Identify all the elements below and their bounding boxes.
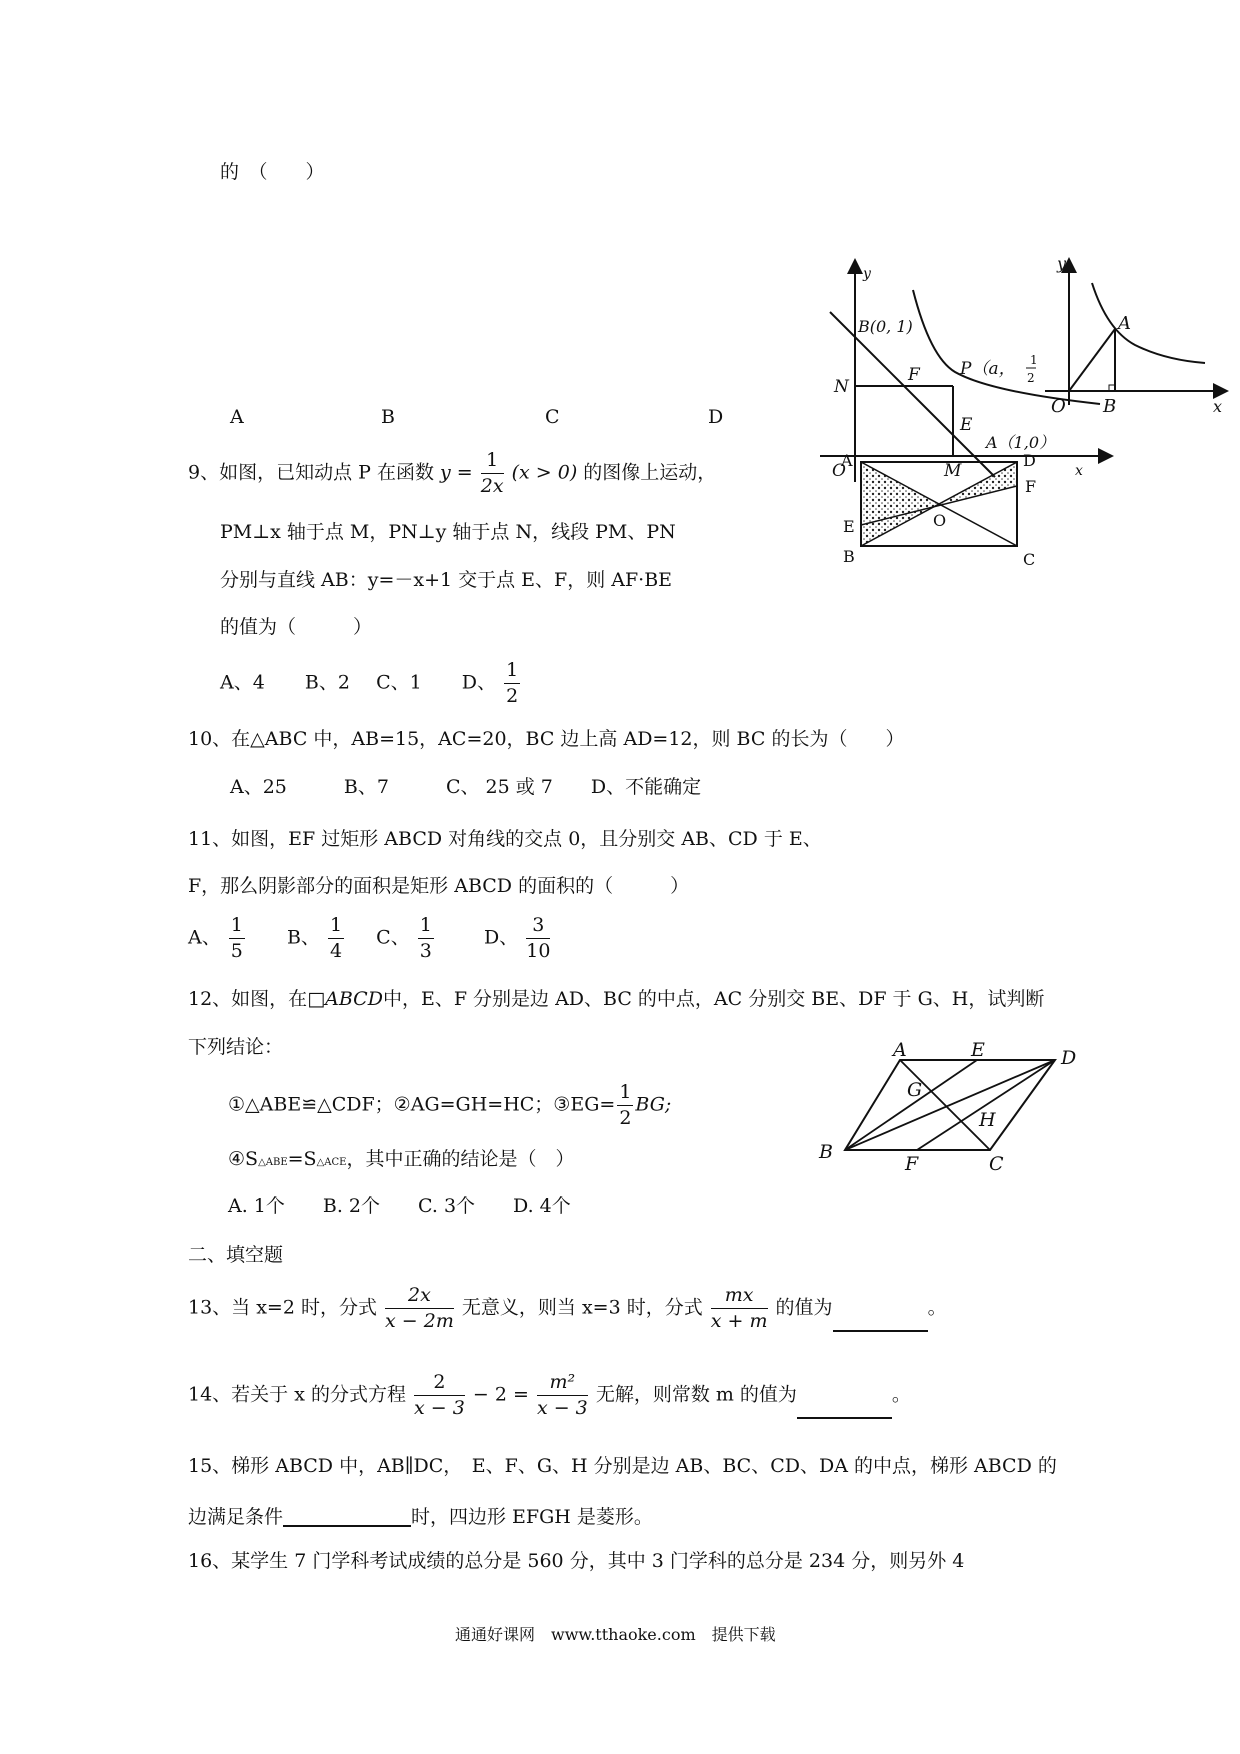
q13-f1-n: 2x <box>385 1285 454 1309</box>
fig11-label-o: O <box>933 511 947 530</box>
fig9-label-y: y <box>863 266 871 282</box>
q11-option-a-n: 1 <box>229 915 245 939</box>
q12-line1 <box>188 990 1044 1009</box>
fig12-label-c: C <box>989 1153 1004 1175</box>
q13-f2-d: x + m <box>710 1309 768 1332</box>
q15-line2 <box>188 1505 653 1527</box>
fig12-label-g: G <box>907 1079 923 1101</box>
q13-end: 。 <box>927 1296 947 1319</box>
fig11-label-f: F <box>1025 477 1037 496</box>
q12-options: A. 1个 B. 2个 C. 3个 D. 4个 <box>228 1195 571 1217</box>
q14-f2-n: m² <box>537 1372 588 1396</box>
fig9-label-n: N <box>834 377 849 397</box>
q8-option-d: D <box>708 406 724 428</box>
q11-option-d-d: 10 <box>526 939 551 962</box>
q12-line3-tail: BG; <box>635 1093 672 1116</box>
q12-line2: 下列结论： <box>188 1036 284 1058</box>
fig9b-label-y: y <box>1057 254 1067 273</box>
q11-option-c-label: C、 <box>376 926 410 949</box>
fig9b-label-b: B <box>1103 396 1117 417</box>
q11-option-a-label: A、 <box>188 926 221 949</box>
q9-line2: PM⊥x 轴于点 M，PN⊥y 轴于点 N，线段 PM、PN <box>220 521 676 543</box>
q9-option-d: D、 <box>461 671 497 694</box>
q12-line1-tail: 中，E、F 分别是边 AD、BC 的中点，AC 分别交 BE、DF 于 G、H，试判断 <box>382 988 1045 1010</box>
q14-answer-blank[interactable] <box>797 1397 892 1419</box>
q12-line1-head: 12、如图，在 <box>188 988 308 1010</box>
q12-line3-fraction <box>617 1082 633 1129</box>
q9-formula-condition: (x > 0) <box>511 461 578 484</box>
fig9-label-b: B(0, 1) <box>858 317 913 336</box>
q13-text-b: 无意义，则当 x=3 时，分式 <box>461 1296 703 1319</box>
q9-line1-tail: 的图像上运动， <box>583 461 717 484</box>
q14-text-a: 14、若关于 x 的分式方程 <box>188 1383 406 1406</box>
q11-option-d-n: 3 <box>526 915 550 939</box>
q9-frac-denominator: 2x <box>480 474 504 497</box>
q13-fraction-2 <box>711 1285 768 1332</box>
q9-options <box>220 660 522 707</box>
q12-line3-n: 1 <box>617 1082 633 1106</box>
fig12-label-d: D <box>1061 1047 1077 1069</box>
q9-option-d-fraction <box>504 660 520 707</box>
q12-parallelogram-symbol: □ABCD <box>307 988 383 1010</box>
fig12-label-e: E <box>971 1039 985 1061</box>
fig11-label-b: B <box>843 547 855 566</box>
q11-option-c-d: 3 <box>419 939 432 962</box>
q9-line1 <box>188 450 716 497</box>
q9-option-b: B、2 <box>304 671 350 694</box>
q14-f1-n: 2 <box>414 1372 465 1396</box>
fig9b-label-o: O <box>1051 396 1066 417</box>
q11-option-c-fraction <box>418 915 434 962</box>
q13-text-a: 13、当 x=2 时，分式 <box>188 1296 377 1319</box>
q15-line1: 15、梯形 ABCD 中，AB∥DC， E、F、G、H 分别是边 AB、BC、CD、DA 的中点，梯形 ABCD 的 <box>188 1455 1057 1477</box>
fig9b-label-x: x <box>1213 397 1223 416</box>
fig12-label-h: H <box>979 1109 996 1131</box>
q12-line3 <box>228 1082 671 1129</box>
q11-option-d-label: D、 <box>483 926 519 949</box>
q11-option-c-n: 1 <box>418 915 434 939</box>
q14-mid: − 2 = <box>472 1383 529 1406</box>
q8-option-b: B <box>381 406 395 428</box>
q15-answer-blank[interactable] <box>283 1505 411 1527</box>
q12-line4-sub2: △ACE <box>316 1157 347 1168</box>
fig11-label-d: D <box>1023 451 1036 470</box>
fig9-label-p: P（a， <box>960 359 1016 379</box>
fig9-label-f: F <box>908 365 920 385</box>
q11-line1: 11、如图，EF 过矩形 ABCD 对角线的交点 0，且分别交 AB、CD 于 E、 <box>188 828 822 850</box>
q8-tail: 的 （ ） <box>220 161 325 183</box>
fig9-label-p-frac-n: 1 <box>1030 353 1038 367</box>
q16-line1: 16、某学生 7 门学科考试成绩的总分是 560 分，其中 3 门学科的总分是 234 分，则另外 4 <box>188 1550 965 1572</box>
q14-fraction-2 <box>537 1372 588 1419</box>
fig9-label-m: M <box>944 461 962 481</box>
q8-option-a: A <box>230 406 244 428</box>
q14-f2-d: x − 3 <box>536 1396 588 1419</box>
q9-frac-numerator: 1 <box>481 450 504 474</box>
q14 <box>188 1372 911 1419</box>
q9-small-graph-figure <box>1045 255 1225 415</box>
q11-option-b-label: B、 <box>286 926 320 949</box>
q9-line3: 分别与直线 AB：y=－x+1 交于点 E、F，则 AF·BE <box>220 569 673 591</box>
fig9b-label-a: A <box>1118 313 1131 334</box>
q13-answer-blank[interactable] <box>833 1310 928 1332</box>
q11-option-a-fraction <box>229 915 245 962</box>
q9-formula-fraction <box>481 450 504 497</box>
q15-text-b: 时，四边形 EFGH 是菱形。 <box>411 1506 653 1528</box>
q10-options: A、25 B、7 C、 25 或 7 D、不能确定 <box>230 776 702 798</box>
q11-option-b-n: 1 <box>328 915 344 939</box>
q15-text-a: 边满足条件 <box>188 1506 284 1528</box>
q13-f1-d: x − 2m <box>385 1309 454 1332</box>
q8-option-c: C <box>545 406 560 428</box>
q13-text-c: 的值为 <box>775 1296 833 1319</box>
q13-f2-n: mx <box>711 1285 768 1309</box>
q12-line4-tail: ，其中正确的结论是（ ） <box>346 1148 575 1170</box>
fig9-label-o: O <box>832 461 846 481</box>
q11-option-b-fraction <box>328 915 344 962</box>
fig11-label-e: E <box>843 517 855 536</box>
q9-line1-text: 9、如图，已知动点 P 在函数 <box>188 461 434 484</box>
fig12-label-a: A <box>893 1039 907 1061</box>
q14-f1-d: x − 3 <box>414 1396 465 1419</box>
q14-fraction-1 <box>414 1372 465 1419</box>
q14-end: 。 <box>891 1383 911 1406</box>
fig11-label-a: A <box>841 451 853 470</box>
q12-line4 <box>228 1150 574 1169</box>
q9-line4: 的值为（ ） <box>220 616 373 638</box>
q12-conclusion-1-3: ①△ABE≌△CDF；②AG=GH=HC；③EG= <box>228 1093 616 1116</box>
q12-line4-sub1: △ABE <box>258 1157 288 1168</box>
q14-text-b: 无解，则常数 m 的值为 <box>595 1383 797 1406</box>
q9-option-d-d: 2 <box>506 684 519 707</box>
q11-line2: F，那么阴影部分的面积是矩形 ABCD 的面积的（ ） <box>188 875 690 897</box>
fig9-label-e: E <box>960 415 973 435</box>
fig9-label-p-frac-d: 2 <box>1027 371 1035 385</box>
fig12-label-b: B <box>819 1141 833 1163</box>
q11-option-b-d: 4 <box>329 939 343 962</box>
q11-option-a-d: 5 <box>230 939 243 962</box>
q10-question: 10、在△ABC 中，AB=15，AC=20，BC 边上高 AD=12，则 BC 的长为（ ） <box>188 728 905 750</box>
q9-option-c: C、1 <box>376 671 422 694</box>
q9-option-a: A、4 <box>220 671 265 694</box>
fig12-label-f: F <box>905 1153 919 1175</box>
q9-option-d-n: 1 <box>504 660 520 684</box>
q13 <box>188 1285 947 1332</box>
q9-formula-lhs: y = <box>440 461 473 484</box>
q11-option-d-fraction <box>526 915 550 962</box>
q12-line3-d: 2 <box>619 1106 632 1129</box>
fig9-label-x: x <box>1075 463 1083 479</box>
q12-line4-s1: ④S <box>228 1148 259 1170</box>
footer-source: 通通好课网 www.tthaoke.com 提供下载 <box>455 1625 776 1644</box>
q11-rectangle-figure <box>835 450 1055 570</box>
fig9-label-a: A（1,0） <box>986 433 1056 452</box>
q11-options <box>188 915 552 962</box>
section-fill-in-heading: 二、填空题 <box>188 1244 284 1266</box>
q12-parallelogram-figure <box>815 1040 1075 1180</box>
fig11-label-c: C <box>1023 550 1036 569</box>
q12-line4-s2: =S <box>287 1148 317 1170</box>
q13-fraction-1 <box>385 1285 454 1332</box>
